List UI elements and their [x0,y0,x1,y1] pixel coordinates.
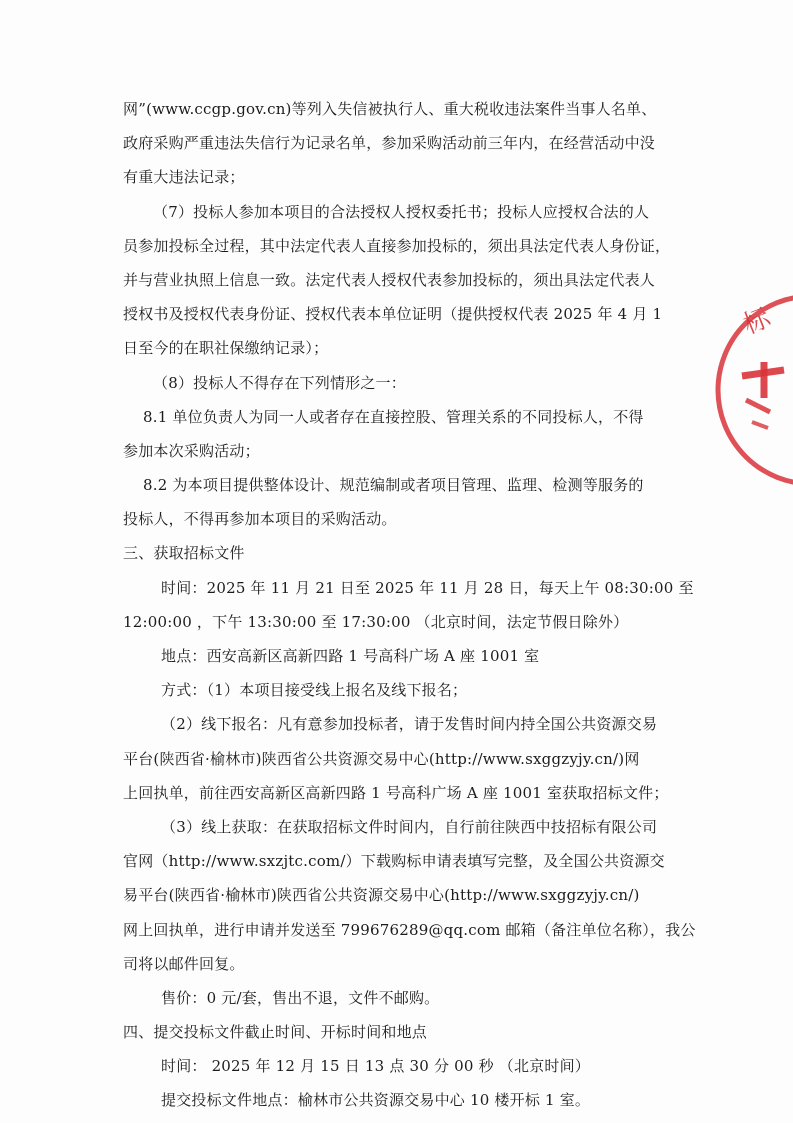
red-seal-stamp [712,290,793,490]
text-line: 12:00:00 ，下午 13:30:00 至 17:30:00 （北京时间，法定节假日除外） [123,612,629,631]
section-heading: 三、获取招标文件 [123,544,245,563]
text-line: 日至今的在职社保缴纳记录）； [123,339,329,358]
text-line: 投标人，不得再参加本项目的采购活动。 [123,510,397,529]
text-line: 8.1 单位负责人为同一人或者存在直接控股、管理关系的不同投标人，不得 [143,407,644,426]
text-line: 并与营业执照上信息一致。法定代表人授权代表参加投标的，须出具法定代表人 [123,270,656,289]
text-line: 8.2 为本项目提供整体设计、规范编制或者项目管理、监理、检测等服务的 [143,476,644,495]
text-line: 提交投标文件地点：榆林市公共资源交易中心 10 楼开标 1 室。 [161,1091,591,1110]
text-line: 售价：0 元/套，售出不退，文件不邮购。 [161,988,440,1007]
text-line: （3）线上获取：在获取招标文件时间内，自行前往陕西中技招标有限公司 [161,817,658,836]
text-line: 易平台(陕西省·榆林市)陕西省公共资源交易中心(http://www.sxggzyjy.cn/) [123,886,640,905]
text-line: 授权书及授权代表身份证、授权代表本单位证明（提供授权代表 2025 年 4 月 1 [123,305,663,324]
text-line: 网”(www.ccgp.gov.cn)等列入失信被执行人、重大税收违法案件当事人名单、 [123,100,657,118]
text-line: 上回执单，前往西安高新区高新四路 1 号高科广场 A 座 1001 室获取招标文件； [123,783,669,802]
text-line: （7）投标人参加本项目的合法授权人授权委托书；投标人应授权合法的人 [153,202,650,221]
text-line: （8）投标人不得存在下列情形之一： [153,373,406,392]
text-line: 时间：2025 年 11 月 21 日至 2025 年 11 月 28 日，每天上午 08:30:00 至 [161,578,694,597]
text-line: （2）线下报名：凡有意参加投标者，请于发售时间内持全国公共资源交易 [161,715,658,734]
text-line: 方式：（1）本项目接受线上报名及线下报名； [161,681,468,700]
text-line: 有重大违法记录； [123,168,245,187]
text-line: 参加本次采购活动； [123,441,260,460]
text-line: 司将以邮件回复。 [123,954,245,973]
document-body [123,92,696,1118]
stamp-character: 标 [739,302,775,341]
text-line: 政府采购严重违法失信行为记录名单，参加采购活动前三年内，在经营活动中没 [123,134,656,153]
text-line: 平台(陕西省·榆林市)陕西省公共资源交易中心(http://www.sxggzyjy.cn/)网 [123,749,640,768]
text-line: 官网（http://www.sxzjtc.com/）下载购标申请表填写完整，及全国公共资源交 [123,852,665,871]
text-line: 网上回执单，进行申请并发送至 799676289@qq.com 邮箱（备注单位名称），我公 [123,920,696,939]
text-line: 员参加投标全过程，其中法定代表人直接参加投标的，须出具法定代表人身份证， [123,236,671,255]
text-line: 地点：西安高新区高新四路 1 号高科广场 A 座 1001 室 [161,647,540,665]
text-line: 时间： 2025 年 12 月 15 日 13 点 30 分 00 秒 （北京时间） [161,1057,590,1076]
section-heading: 四、提交投标文件截止时间、开标时间和地点 [123,1023,428,1042]
